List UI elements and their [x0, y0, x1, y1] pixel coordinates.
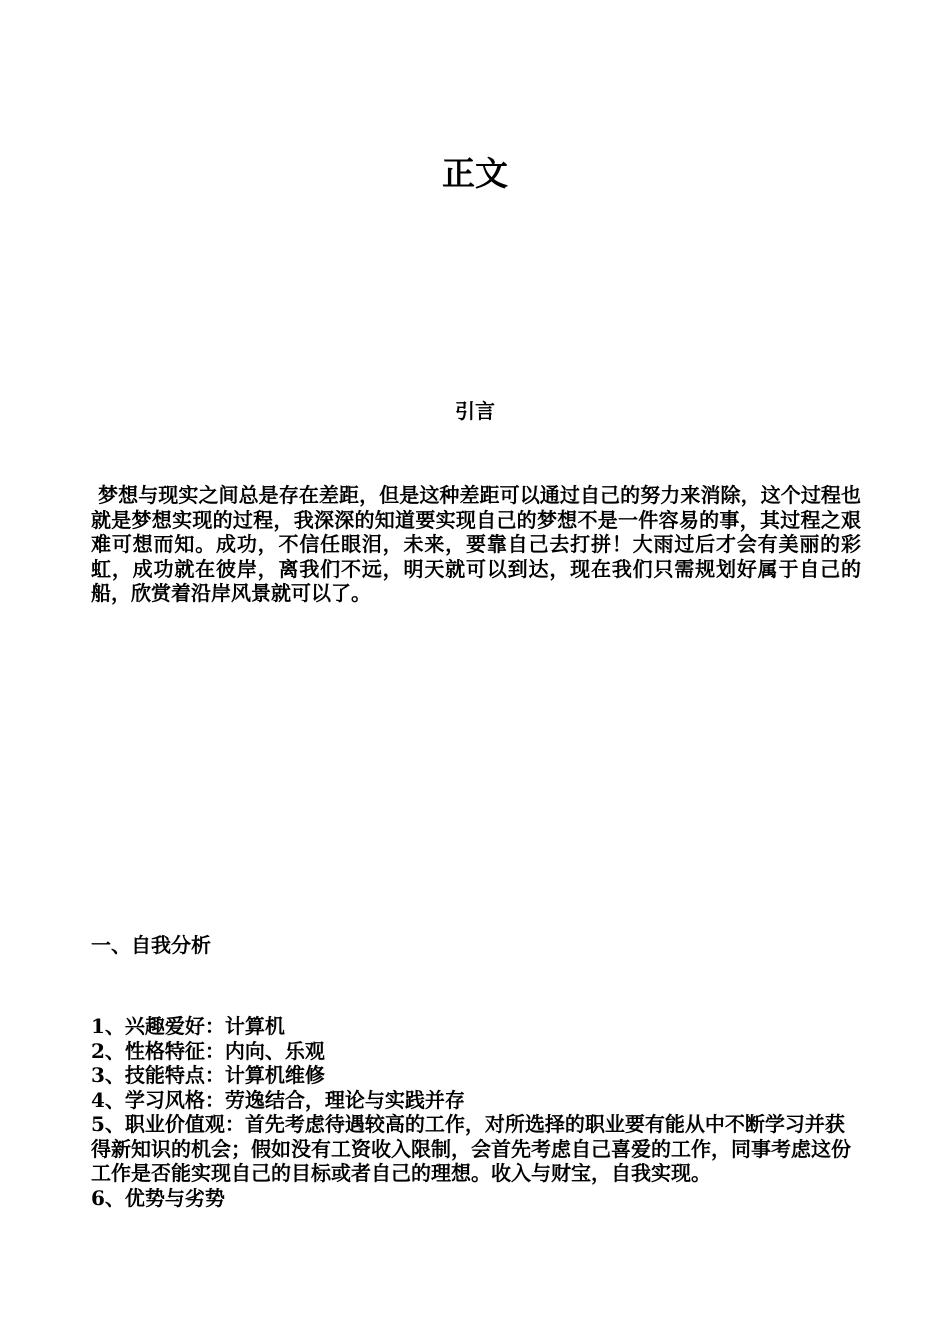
list-item-interests: 1、兴趣爱好：计算机 [91, 1014, 285, 1038]
list-item-personality: 2、性格特征：内向、乐观 [91, 1038, 325, 1063]
page-title: 正文 [442, 154, 508, 193]
intro-paragraph-text: 梦想与现实之间总是存在差距，但是这种差距可以通过自己的努力来消除，这个过程也就是梦想实现的过程，我深深的知道要实现自己的梦想不是一件容易的事，其过程之艰难可想而知。成功，不信任眼泪，未来，要靠自己去打拼！大雨过后才会有美丽的彩虹，成功就在彼岸，离我们不远，明天就可以到达，现在我们只需规划好属于自己的船，欣赏着沿岸风景就可以了。 [91, 483, 861, 605]
list-item-career-values: 5、职业价值观：首先考虑待遇较高的工作，对所选择的职业要有能从中不断学习并获得新知识的机会；假如没有工资收入限制，会首先考虑自己喜爱的工作，同事考虑这份工作是否能实现自己的目标或者自己的理想。收入与财宝，自我实现。 [91, 1112, 851, 1185]
list-item-learning-style: 4、学习风格：劳逸结合，理论与实践并存 [91, 1087, 465, 1112]
self-analysis-list [91, 1014, 861, 1210]
intro-heading: 引言 [455, 399, 495, 423]
section-heading-self-analysis: 一、自我分析 [91, 933, 211, 957]
intro-paragraph [91, 483, 861, 606]
list-item-skills: 3、技能特点：计算机维修 [91, 1063, 325, 1087]
list-item-strengths-weaknesses: 6、优势与劣势 [91, 1185, 225, 1210]
